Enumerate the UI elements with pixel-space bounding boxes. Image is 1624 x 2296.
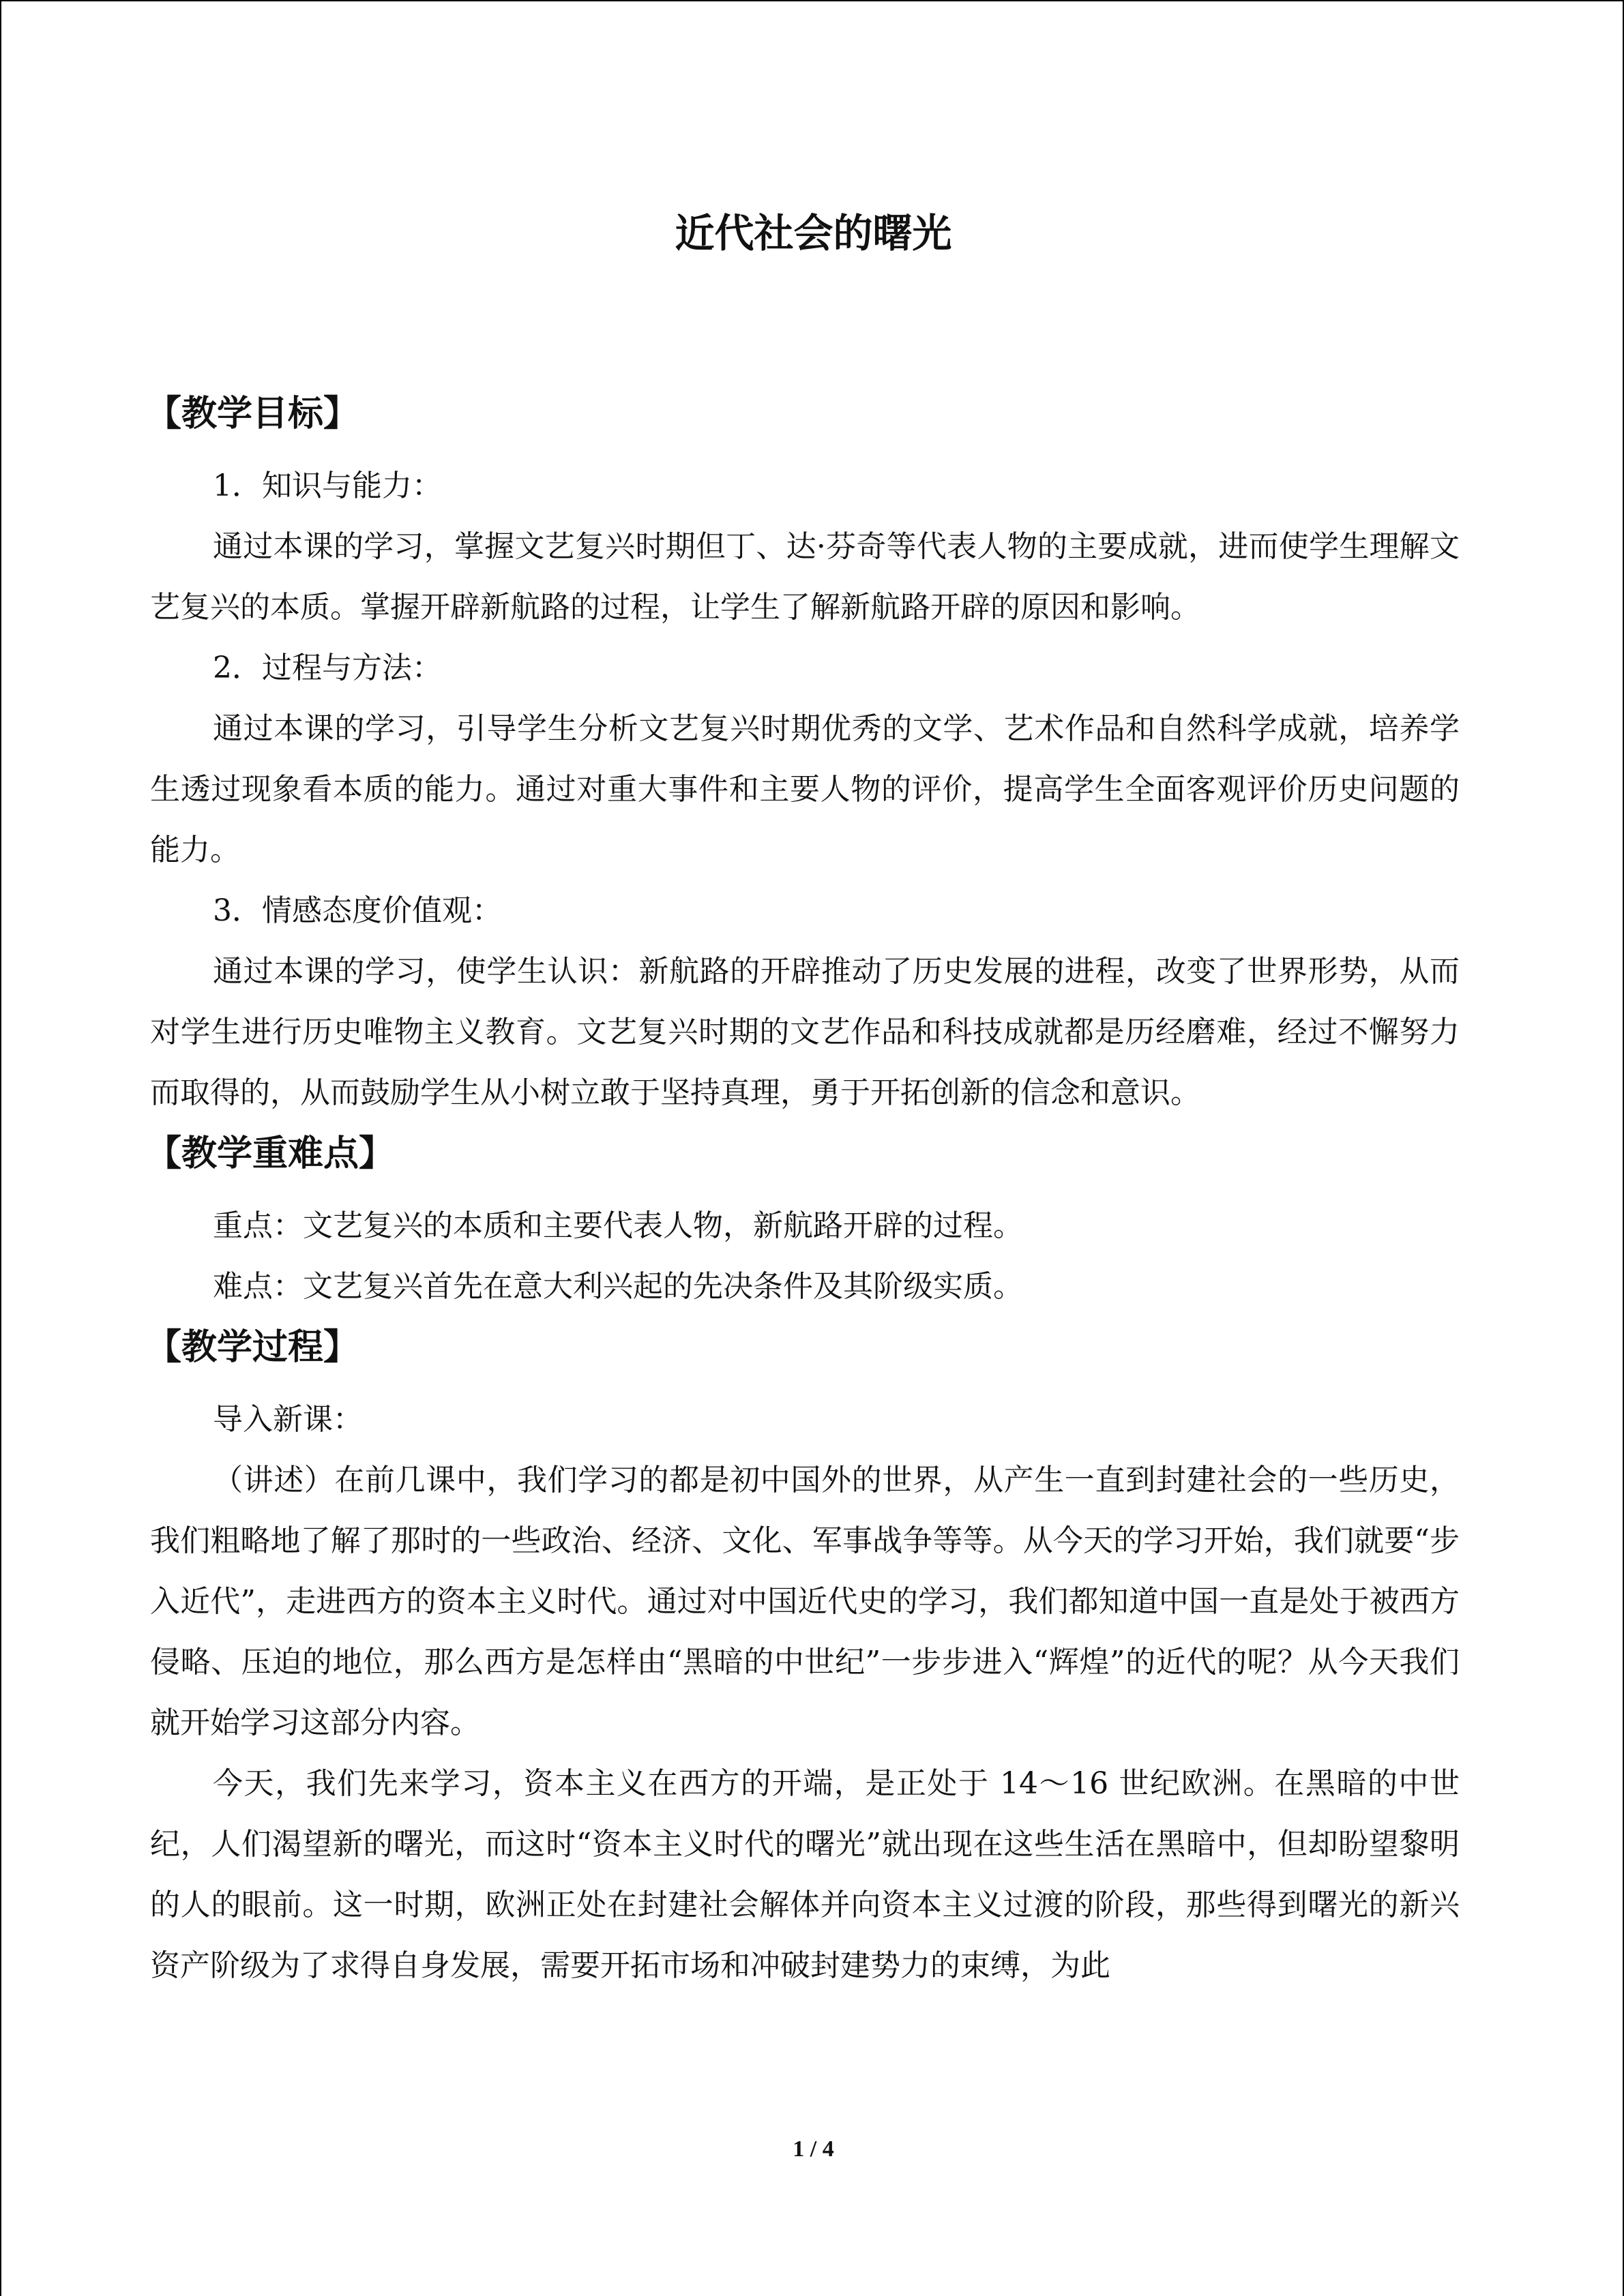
paragraph: 通过本课的学习，掌握文艺复兴时期但丁、达·芬奇等代表人物的主要成就，进而使学生理解文艺复兴的本质。掌握开辟新航路的过程，让学生了解新航路开辟的原因和影响。 xyxy=(150,529,1460,625)
paragraph: 导入新课： xyxy=(213,1402,363,1437)
paragraph: （讲述）在前几课中，我们学习的都是初中国外的世界，从产生一直到封建社会的一些历史，我们粗略地了解了那时的一些政治、经济、文化、军事战争等等。从今天的学习开始，我们就要“步入近代”，走进西方的资本主义时代。通过对中国近代史的学习，我们都知道中国一直是处于被西方侵略、压迫的地位，那么西方是怎样由“黑暗的中世纪”一步步进入“辉煌”的近代的呢？从今天我们就开始学习这部分内容。 xyxy=(150,1463,1460,1740)
paragraph: 通过本课的学习，引导学生分析文艺复兴时期优秀的文学、艺术作品和自然科学成就，培养学生透过现象看本质的能力。通过对重大事件和主要人物的评价，提高学生全面客观评价历史问题的能力。 xyxy=(150,711,1460,867)
section-key-points xyxy=(146,1123,1460,1317)
section-teaching-goals xyxy=(146,383,1460,1123)
paragraph: 3．情感态度价值观： xyxy=(213,893,502,928)
document-body xyxy=(146,383,1460,1996)
section-heading: 【教学目标】 xyxy=(146,393,359,434)
paragraph: 2．过程与方法： xyxy=(213,651,442,685)
page-number: 1 / 4 xyxy=(793,2136,834,2162)
paragraph: 重点：文艺复兴的本质和主要代表人物，新航路开辟的过程。 xyxy=(213,1208,1023,1243)
section-heading: 【教学重难点】 xyxy=(146,1133,395,1174)
section-heading: 【教学过程】 xyxy=(146,1327,359,1368)
paragraph: 难点：文艺复兴首先在意大利兴起的先决条件及其阶级实质。 xyxy=(213,1269,1023,1304)
paragraph: 1．知识与能力： xyxy=(213,468,442,503)
section-teaching-process xyxy=(146,1317,1460,1996)
paragraph: 今天，我们先来学习，资本主义在西方的开端，是正处于 14～16 世纪欧洲。在黑暗的中世纪，人们渴望新的曙光，而这时“资本主义时代的曙光”就出现在这些生活在黑暗中，但却盼望黎明的人的眼前。这一时期，欧洲正处在封建社会解体并向资本主义过渡的阶段，那些得到曙光的新兴资产阶级为了求得自身发展，需要开拓市场和冲破封建势力的束缚，为此 xyxy=(150,1766,1460,1983)
page-title: 近代社会的曙光 xyxy=(675,210,952,256)
paragraph: 通过本课的学习，使学生认识：新航路的开辟推动了历史发展的进程，改变了世界形势，从而对学生进行历史唯物主义教育。文艺复兴时期的文艺作品和科技成就都是历经磨难，经过不懈努力而取得的，从而鼓励学生从小树立敢于坚持真理，勇于开拓创新的信念和意识。 xyxy=(150,954,1460,1110)
